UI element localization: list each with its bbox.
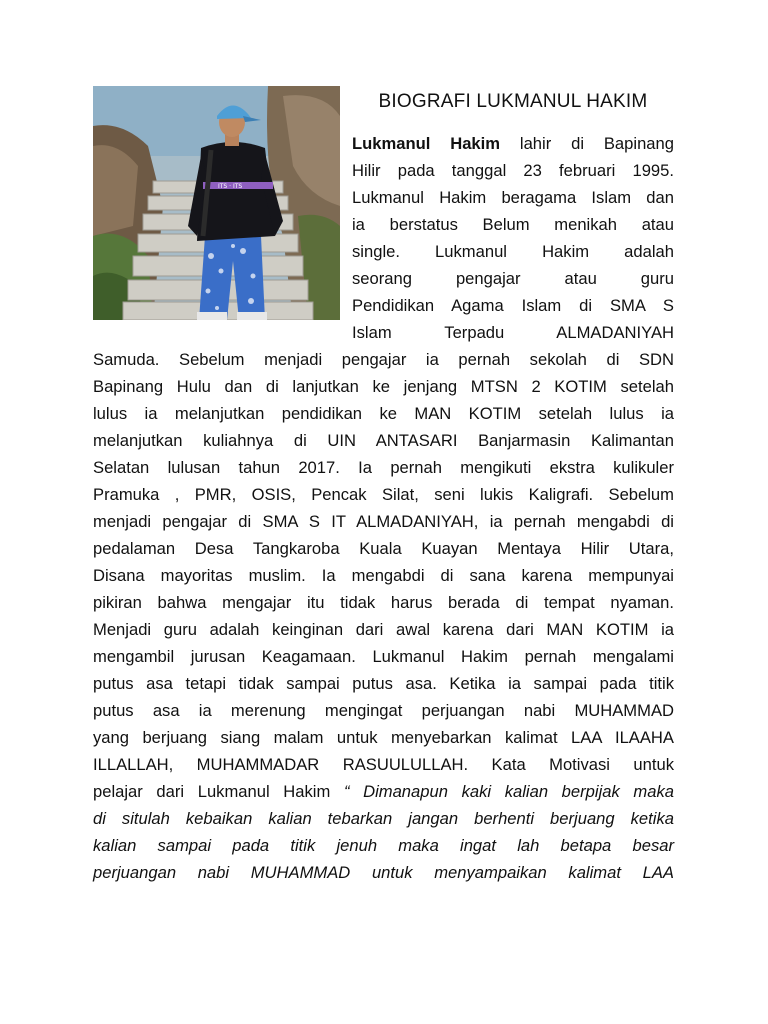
svg-text:ITS · ITS: ITS · ITS bbox=[218, 183, 243, 190]
text-line: Menjadi guru adalah keinginan dari awal karena dari MAN KOTIM ia bbox=[93, 620, 674, 639]
text-line bbox=[352, 134, 674, 154]
text-line: Bapinang Hulu dan di lanjutkan ke jenjang MTSN 2 KOTIM setelah bbox=[93, 377, 674, 396]
text-line: Pramuka , PMR, OSIS, Pencak Silat, seni lukis Kaligrafi. Sebelum bbox=[93, 485, 674, 504]
text-line: Pendidikan Agama Islam di SMA S bbox=[352, 296, 674, 315]
text-line: ILLALLAH, MUHAMMADAR RASUULULLAH. Kata Motivasi untuk bbox=[93, 755, 674, 774]
text-line: seorang pengajar atau guru bbox=[352, 269, 674, 288]
text-line: melanjutkan kuliahnya di UIN ANTASARI Banjarmasin Kalimantan bbox=[93, 431, 674, 450]
text-line: pikiran bahwa mengajar itu tidak harus berada di tempat nyaman. bbox=[93, 593, 674, 612]
text-line: Samuda. Sebelum menjadi pengajar ia pernah sekolah di SDN bbox=[93, 350, 674, 369]
text-line: di situlah kebaikan kalian tebarkan jangan berhenti berjuang ketika bbox=[93, 809, 674, 828]
text-line: yang berjuang siang malam untuk menyebarkan kalimat LAA ILAAHA bbox=[93, 728, 674, 747]
text-line: Hilir pada tanggal 23 februari 1995. bbox=[352, 161, 674, 180]
text-line: ia berstatus Belum menikah atau bbox=[352, 215, 674, 234]
portrait-photo bbox=[93, 86, 340, 320]
text-line: Lukmanul Hakim beragama Islam dan bbox=[352, 188, 674, 207]
text-line: single. Lukmanul Hakim adalah bbox=[352, 242, 674, 261]
text-line: putus asa tetapi tidak sampai putus asa. Ketika ia sampai pada titik bbox=[93, 674, 674, 693]
text-line: Islam Terpadu ALMADANIYAH bbox=[352, 323, 674, 342]
text-line: pedalaman Desa Tangkaroba Kuala Kuayan Mentaya Hilir Utara, bbox=[93, 539, 674, 558]
text-line: mengambil jurusan Keagamaan. Lukmanul Hakim pernah mengalami bbox=[93, 647, 674, 666]
text-line: perjuangan nabi MUHAMMAD untuk menyampaikan kalimat LAA bbox=[93, 863, 674, 882]
text-line: putus asa ia merenung mengingat perjuangan nabi MUHAMMAD bbox=[93, 701, 674, 720]
subject-name: Lukmanul Hakim bbox=[352, 134, 501, 153]
text-segment: pelajar dari Lukmanul Hakim bbox=[93, 782, 344, 801]
quote-start: “ Dimanapun kaki kalian berpijak maka bbox=[343, 782, 674, 801]
text-line: Selatan lulusan tahun 2017. Ia pernah mengikuti ekstra kulikuler bbox=[93, 458, 674, 477]
text-line bbox=[93, 782, 674, 802]
page-title: BIOGRAFI LUKMANUL HAKIM bbox=[378, 91, 648, 112]
text-line: menjadi pengajar di SMA S IT ALMADANIYAH, ia pernah mengabdi di bbox=[93, 512, 674, 531]
text-line: Disana mayoritas muslim. Ia mengabdi di sana karena mempunyai bbox=[93, 566, 674, 585]
text-segment: lahir di Bapinang bbox=[500, 134, 674, 153]
text-line: lulus ia melanjutkan pendidikan ke MAN KOTIM setelah lulus ia bbox=[93, 404, 674, 423]
text-line: kalian sampai pada titik jenuh maka ingat lah betapa besar bbox=[93, 836, 674, 855]
